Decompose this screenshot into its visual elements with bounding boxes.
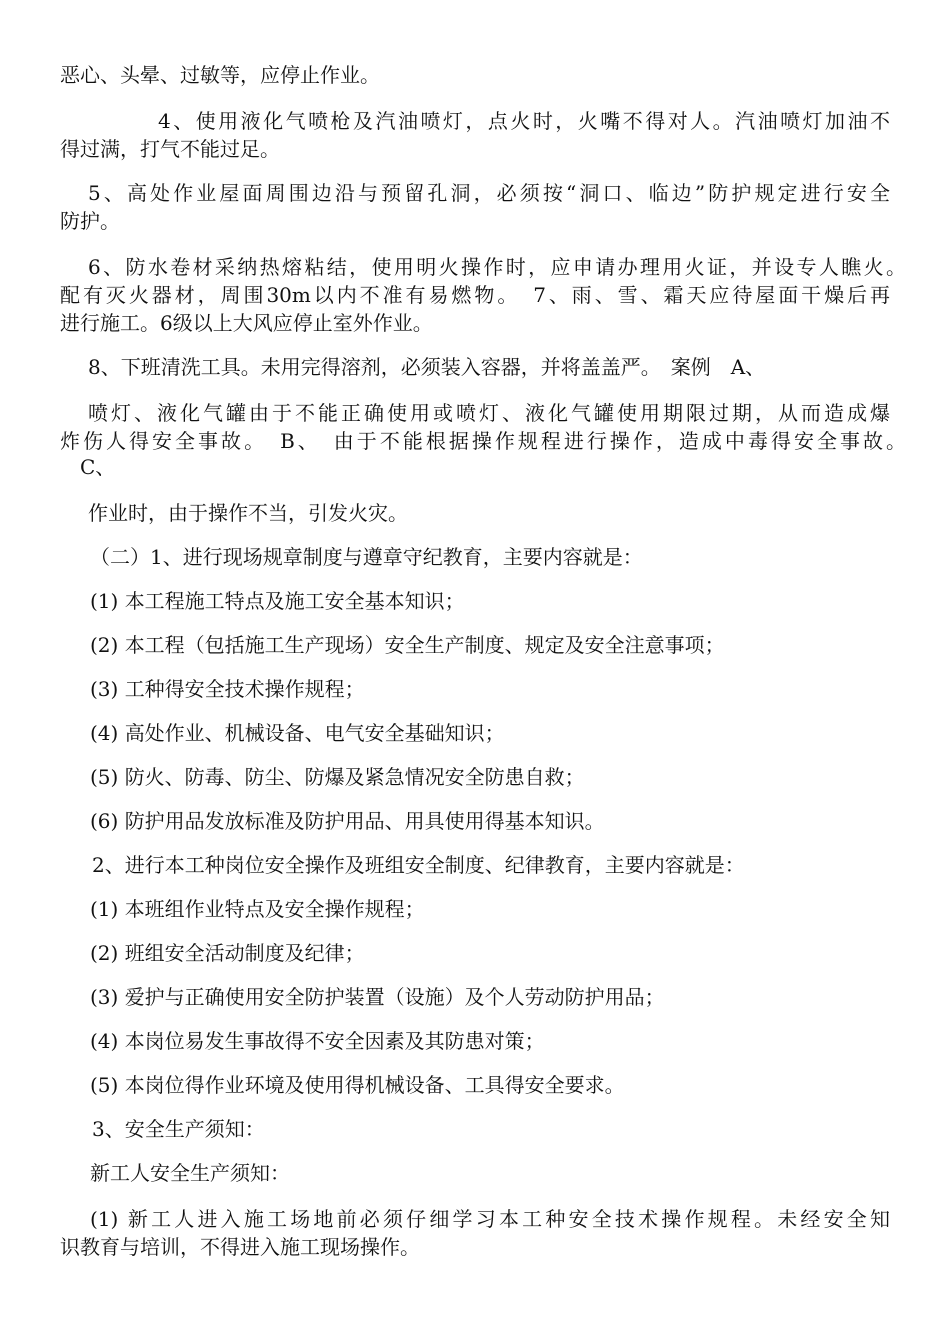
- list-item: (2) 班组安全活动制度及纪律；: [90, 941, 365, 965]
- list-item: (3) 爱护与正确使用安全防护装置（设施）及个人劳动防护用品；: [90, 985, 665, 1009]
- text-line: 作业时，由于操作不当，引发火灾。: [88, 501, 408, 525]
- text-line: 8、下班清洗工具。未用完得溶剂，必须装入容器，并将盖盖严。 案例 A、: [88, 355, 766, 379]
- list-item: (1) 新工人进入施工场地前必须仔细学习本工种安全技术操作规程。未经安全知: [90, 1207, 890, 1231]
- list-item: (3) 工种得安全技术操作规程；: [90, 677, 365, 701]
- text-line: C、: [80, 455, 116, 479]
- section-heading: 3、安全生产须知：: [92, 1117, 265, 1141]
- list-item: (6) 防护用品发放标准及防护用品、用具使用得基本知识。: [90, 809, 605, 833]
- section-heading: （二）1、进行现场规章制度与遵章守纪教育，主要内容就是：: [90, 545, 643, 569]
- text-line: 进行施工。6级以上大风应停止室外作业。: [60, 311, 433, 335]
- list-item: (4) 高处作业、机械设备、电气安全基础知识；: [90, 721, 505, 745]
- list-item: (4) 本岗位易发生事故得不安全因素及其防患对策；: [90, 1029, 545, 1053]
- list-item: (2) 本工程（包括施工生产现场）安全生产制度、规定及安全注意事项；: [90, 633, 725, 657]
- text-line: 得过满，打气不能过足。: [60, 137, 280, 161]
- list-item: (5) 本岗位得作业环境及使用得机械设备、工具得安全要求。: [90, 1073, 625, 1097]
- text-line: 6、防水卷材采纳热熔粘结，使用明火操作时，应申请办理用火证，并设专人瞧火。: [88, 255, 906, 279]
- text-line: 喷灯、液化气罐由于不能正确使用或喷灯、液化气罐使用期限过期，从而造成爆: [88, 401, 890, 425]
- text-line: 配有灭火器材，周围30m以内不准有易燃物。 7、雨、雪、霜天应待屋面干燥后再: [60, 283, 890, 307]
- subheading: 新工人安全生产须知：: [90, 1161, 290, 1185]
- text-line: 炸伤人得安全事故。 B、 由于不能根据操作规程进行操作，造成中毒得安全事故。: [60, 429, 906, 453]
- section-heading: 2、进行本工种岗位安全操作及班组安全制度、纪律教育，主要内容就是：: [92, 853, 745, 877]
- list-item: (1) 本班组作业特点及安全操作规程；: [90, 897, 425, 921]
- text-line: 5、高处作业屋面周围边沿与预留孔洞，必须按“洞口、临边”防护规定进行安全: [88, 181, 890, 205]
- list-item: (1) 本工程施工特点及施工安全基本知识；: [90, 589, 465, 613]
- text-line: 防护。: [60, 209, 120, 233]
- text-line: 识教育与培训，不得进入施工现场操作。: [60, 1235, 420, 1259]
- text-line: 恶心、头晕、过敏等，应停止作业。: [60, 63, 380, 87]
- list-item: (5) 防火、防毒、防尘、防爆及紧急情况安全防患自救；: [90, 765, 585, 789]
- text-line: 4、使用液化气喷枪及汽油喷灯，点火时，火嘴不得对人。汽油喷灯加油不: [158, 109, 890, 133]
